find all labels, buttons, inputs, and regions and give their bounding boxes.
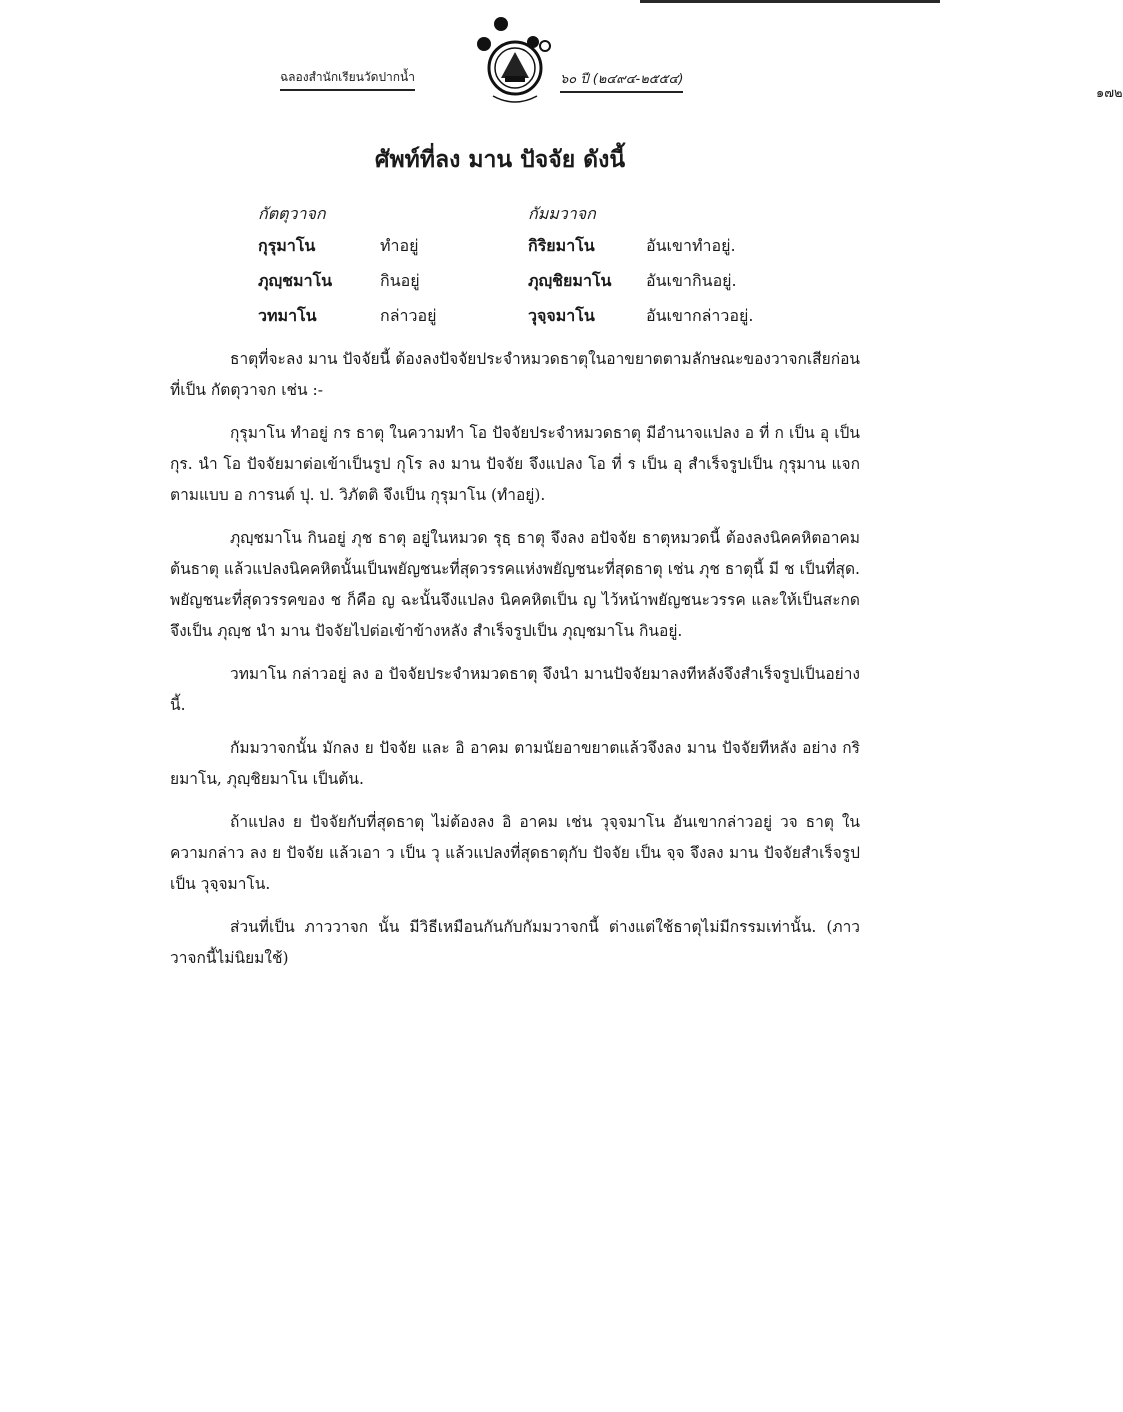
- page-header: [280, 16, 1123, 111]
- body-paragraph: ภุญฺชมาโน กินอยู่ ภุช ธาตุ อยู่ในหมวด รุธฺ ธาตุ จึงลง อปัจจัย ธาตุหมวดนี้ ต้องลงนิคคหิตอาคมต้นธาตุ แล้วแปลงนิคคหิตนั้นเป็นพยัญชนะที่สุดวรรคแห่งพยัญชนะที่สุดธาตุ เช่น ภุช ธาตุนี้ มี ช เป็นที่สุด. พยัญชนะที่สุดวรรคของ ช ก็คือ ญ ฉะนั้นจึงแปลง นิคคหิตเป็น ญ ไว้หน้าพยัญชนะวรรค และให้เป็นสะกดจึงเป็น ภุญฺช นำ มาน ปัจจัยไปต่อเข้าข้างหลัง สำเร็จรูปเป็น ภุญฺชมาโน กินอยู่.: [170, 529, 860, 640]
- top-edge-rule: [640, 0, 940, 3]
- kamma-word: วุจฺจมาโน: [528, 306, 595, 325]
- conjugation-row: [258, 269, 818, 304]
- kamma-meaning: อันเขาทำอยู่.: [646, 236, 736, 255]
- conjugation-row: [258, 234, 818, 269]
- body-paragraph: ถ้าแปลง ย ปัจจัยกับที่สุดธาตุ ไม่ต้องลง อิ อาคม เช่น วุจฺจมาโน อันเขากล่าวอยู่ วจ ธาตุ ในความกล่าว ลง ย ปัจจัย แล้วเอา ว เป็น วุ แล้วแปลงที่สุดธาตุกับ ปัจจัย เป็น จฺจ จึงลง มาน ปัจจัยสำเร็จรูปเป็น วุจฺจมาโน.: [170, 813, 860, 893]
- kattu-word: วทมาโน: [258, 306, 317, 325]
- kattu-meaning: กล่าวอยู่: [380, 306, 437, 325]
- kattu-heading: กัตตุวาจก: [258, 204, 326, 223]
- kamma-heading: กัมมวาจก: [528, 204, 596, 223]
- conjugation-row: [258, 304, 818, 339]
- body-paragraph: ส่วนที่เป็น ภาววาจก นั้น มีวิธีเหมือนกันกับกัมมวาจกนี้ ต่างแต่ใช้ธาตุไม่มีกรรมเท่านั้น. (ภาววาจกนี้ไม่นิยมใช้): [170, 918, 860, 967]
- kamma-word: ภุญฺชิยมาโน: [528, 271, 612, 290]
- conjugation-header-row: [258, 202, 818, 234]
- body-text: [170, 344, 860, 986]
- header-anniversary: ๖๐ ปี (๒๔๙๔-๒๕๕๔): [560, 68, 683, 93]
- section-title: ศัพท์ที่ลง มาน ปัจจัย ดังนี้: [374, 146, 626, 173]
- kattu-word: กุรุมาโน: [258, 236, 316, 255]
- kamma-word: กิริยมาโน: [528, 236, 595, 255]
- body-paragraph: กุรุมาโน ทำอยู่ กร ธาตุ ในความทำ โอ ปัจจัยประจำหมวดธาตุ มีอำนาจแปลง อ ที่ ก เป็น อุ เป็น กุร. นำ โอ ปัจจัยมาต่อเข้าเป็นรูป กุโร ลง มาน ปัจจัย จึงแปลง โอ ที่ ร เป็น อุ สำเร็จรูปเป็น กุรุมาน แจกตามแบบ อ การนต์ ปุ. ป. วิภัตติ จึงเป็น กุรุมาโน (ทำอยู่).: [170, 424, 860, 504]
- page-number: ๑๗๒: [1096, 86, 1123, 101]
- kattu-meaning: ทำอยู่: [380, 236, 419, 255]
- header-book-title: ฉลองสำนักเรียนวัดปากน้ำ: [280, 68, 415, 91]
- temple-seal-logo: [475, 16, 555, 108]
- body-paragraph: ธาตุที่จะลง มาน ปัจจัยนี้ ต้องลงปัจจัยประจำหมวดธาตุในอาขยาตตามลักษณะของวาจกเสียก่อน ที่เป็น กัตตุวาจก เช่น :-: [170, 350, 860, 399]
- body-paragraph: วทมาโน กล่าวอยู่ ลง อ ปัจจัยประจำหมวดธาตุ จึงนำ มานปัจจัยมาลงทีหลังจึงสำเร็จรูปเป็นอย่างนี้.: [170, 665, 860, 714]
- kattu-meaning: กินอยู่: [380, 271, 420, 290]
- body-paragraph: กัมมวาจกนั้น มักลง ย ปัจจัย และ อิ อาคม ตามนัยอาขยาตแล้วจึงลง มาน ปัจจัยทีหลัง อย่าง กริยมาโน, ภุญฺชิยมาโน เป็นต้น.: [170, 739, 860, 788]
- kamma-meaning: อันเขากล่าวอยู่.: [646, 306, 754, 325]
- conjugation-table: [258, 202, 818, 339]
- kamma-meaning: อันเขากินอยู่.: [646, 271, 737, 290]
- kattu-word: ภุญฺชมาโน: [258, 271, 333, 290]
